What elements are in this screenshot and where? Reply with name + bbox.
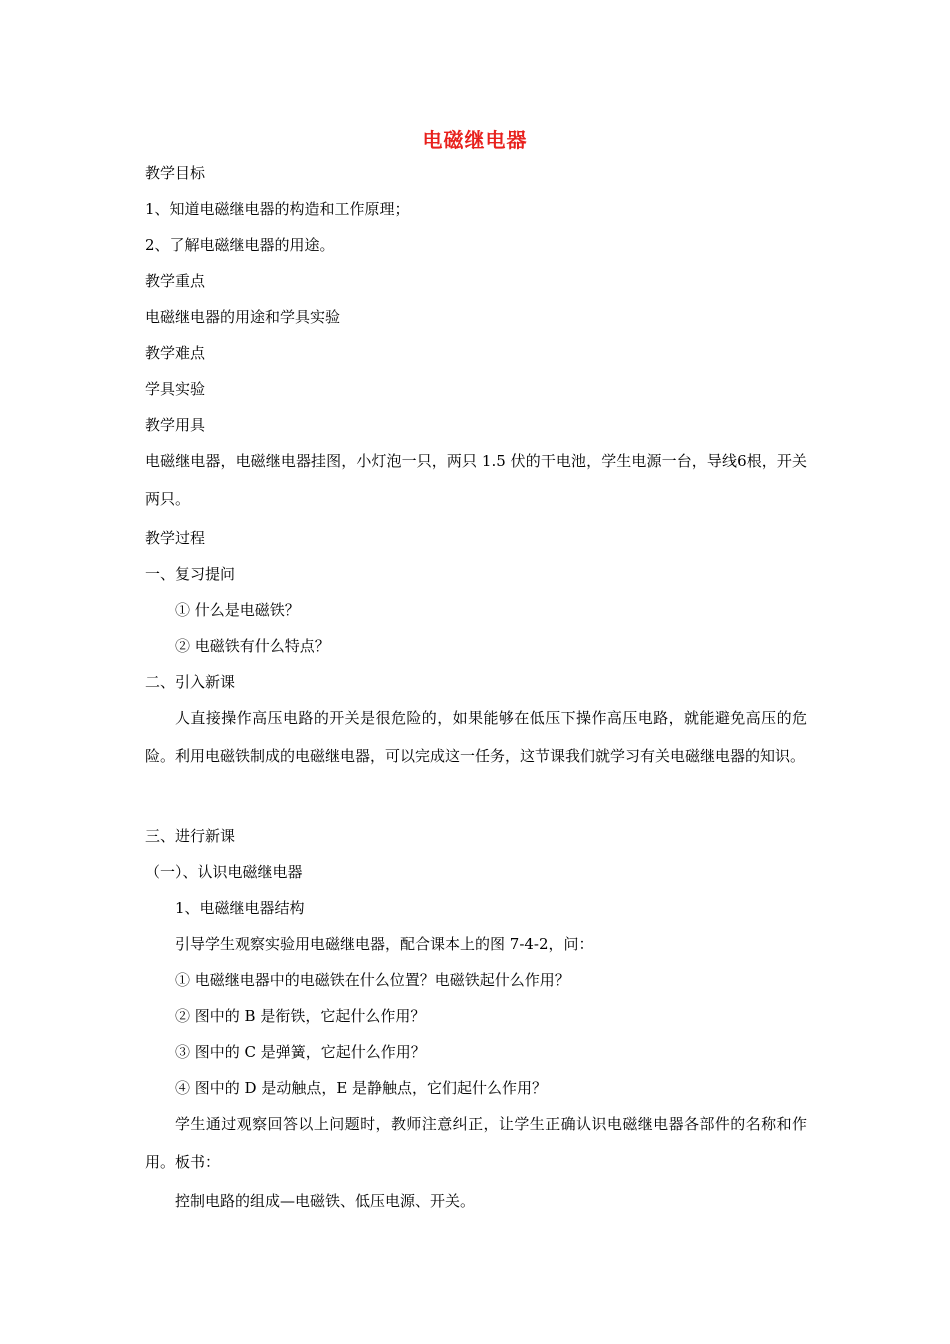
question-electromagnet: ① 电磁继电器中的电磁铁在什么位置？电磁铁起什么作用？ — [175, 971, 570, 989]
difficulty-text: 学具实验 — [145, 380, 206, 398]
goal-item-2: 2、了解电磁继电器的用途。 — [145, 236, 335, 254]
question-armature: ② 图中的 B 是衔铁，它起什么作用？ — [175, 1007, 426, 1025]
observe-paragraph: 学生通过观察回答以上问题时，教师注意纠正，让学生正确认识电磁继电器各部件的名称和作用。板书： — [145, 1115, 807, 1171]
question-spring: ③ 图中的 C 是弹簧，它起什么作用？ — [175, 1043, 426, 1061]
key-text: 电磁继电器的用途和学具实验 — [145, 308, 341, 326]
subsection-structure: 1、电磁继电器结构 — [175, 899, 305, 917]
review-question-2: ② 电磁铁有什么特点？ — [175, 637, 330, 655]
subsection-recognize: （一）、认识电磁继电器 — [145, 863, 303, 881]
intro-paragraph: 人直接操作高压电路的开关是很危险的，如果能够在低压下操作高压电路，就能避免高压的危险。利用电磁铁制成的电磁继电器，可以完成这一任务，这节课我们就学习有关电磁继电器的知识。 — [145, 709, 807, 765]
goal-item-1: 1、知道电磁继电器的构造和工作原理； — [145, 200, 410, 218]
question-contacts: ④ 图中的 D 是动触点，E 是静触点，它们起什么作用？ — [175, 1079, 548, 1097]
difficulty-heading: 教学难点 — [145, 344, 206, 362]
review-question-1: ① 什么是电磁铁？ — [175, 601, 300, 619]
document-title: 电磁继电器 — [422, 128, 528, 152]
key-heading: 教学重点 — [145, 272, 206, 290]
tools-text: 电磁继电器，电磁继电器挂图，小灯泡一只，两只 1.5 伏的干电池，学生电源一台，导线6根，开关两只。 — [145, 452, 807, 508]
goal-heading: 教学目标 — [145, 164, 206, 182]
guide-text: 引导学生观察实验用电磁继电器，配合课本上的图 7-4-2，问： — [175, 935, 594, 953]
board-text: 控制电路的组成—电磁铁、低压电源、开关。 — [175, 1192, 476, 1210]
tools-heading: 教学用具 — [145, 416, 206, 434]
section-introduce: 二、引入新课 — [145, 673, 236, 691]
process-heading: 教学过程 — [145, 529, 206, 547]
section-new-lesson: 三、进行新课 — [145, 827, 236, 845]
section-review: 一、复习提问 — [145, 565, 236, 583]
